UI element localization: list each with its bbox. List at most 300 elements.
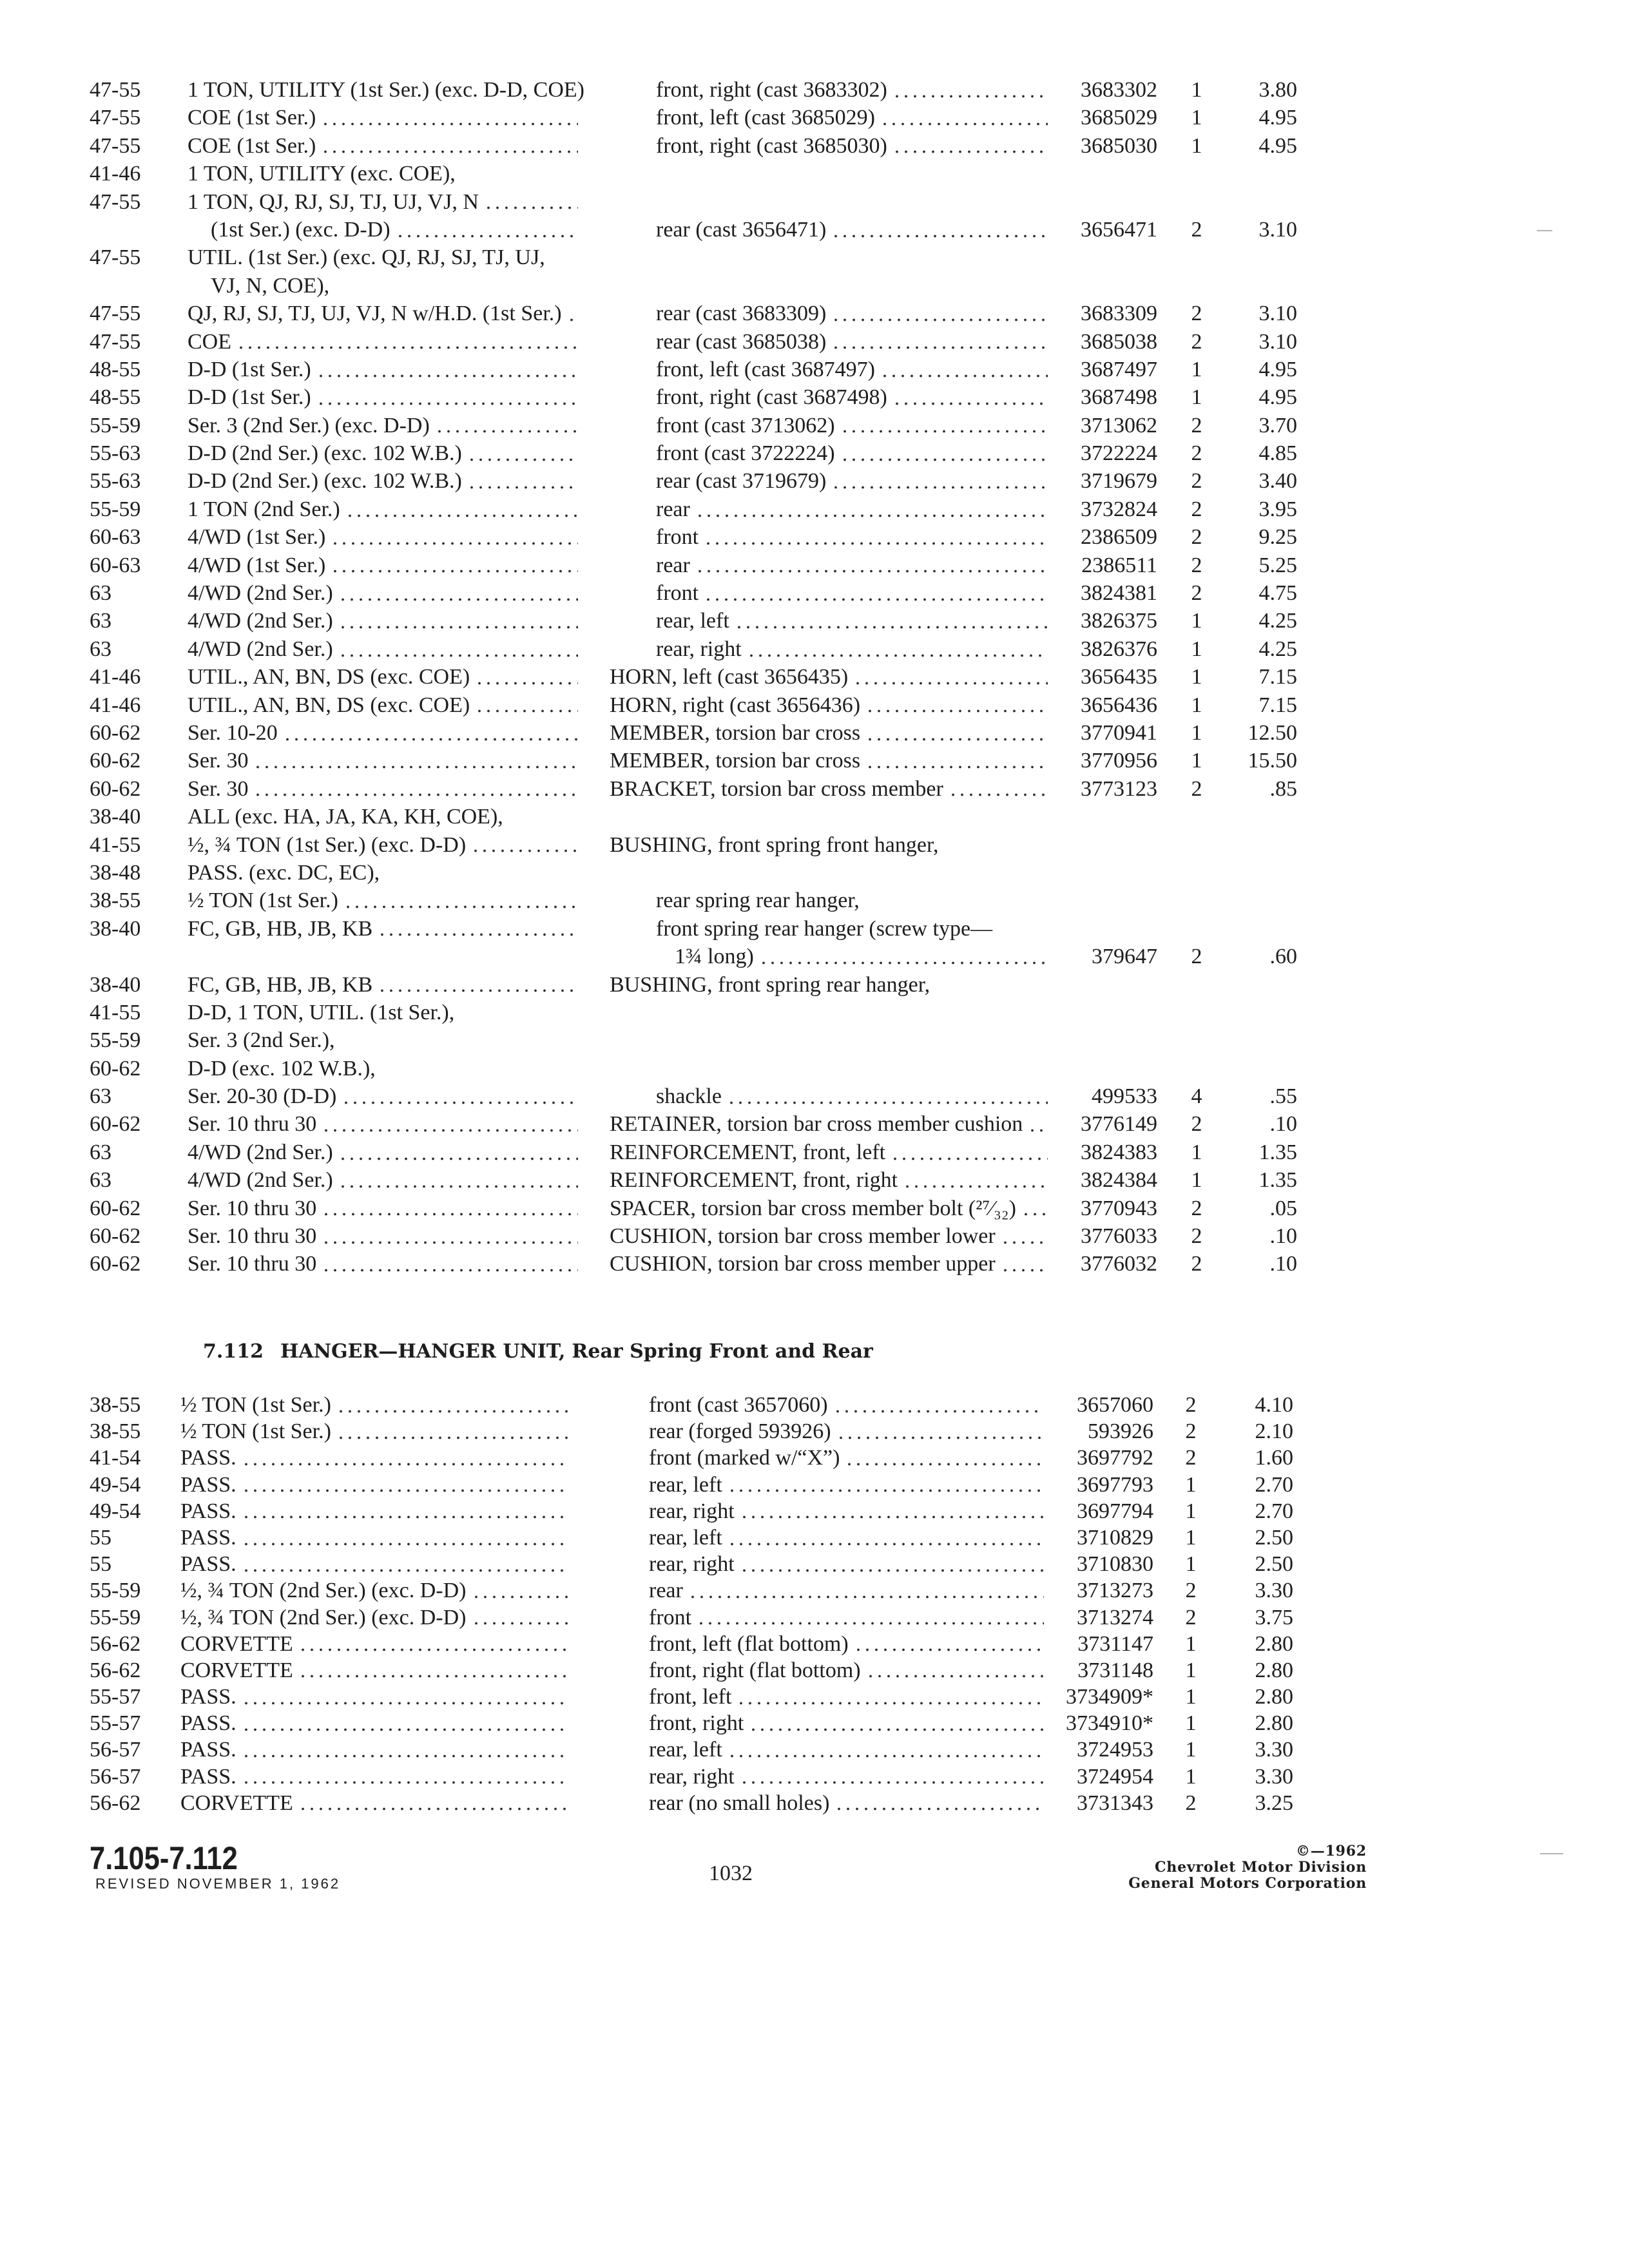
part-description [649,1418,1044,1445]
quantity: 2 [1185,1579,1197,1603]
model-application [211,216,578,244]
part-description-text: front [656,525,699,550]
quantity: 1 [1185,1738,1197,1762]
part-description-text: front, right [649,1711,744,1736]
part-number: 3710830 [1077,1552,1153,1577]
parts-row [0,747,1629,774]
model-years: 56-62 [90,1658,141,1682]
model-years: 63 [90,1140,111,1164]
list-price: .10 [1269,1112,1297,1137]
model-years: 60-62 [90,1112,141,1137]
leader-dots [704,579,1048,607]
leader-dots [737,1684,1044,1710]
quantity: 2 [1191,1224,1202,1249]
model-years: 49-54 [90,1499,141,1523]
leader-dots [853,663,1048,691]
model-years: 60-63 [90,553,141,577]
quantity: 1 [1191,385,1202,410]
part-number: 3656435 [1081,665,1157,689]
model-application-text: 4/WD (2nd Ser.) [188,1140,333,1164]
part-number: 3824383 [1081,1140,1157,1164]
part-description [649,1551,1044,1577]
part-number: 3687497 [1081,357,1157,381]
model-application-text: Ser. 3 (2nd Ser.) (exc. D-D) [188,413,430,437]
part-description [649,1604,1044,1631]
part-description [656,104,1048,131]
model-application-text: PASS. [180,1764,236,1789]
model-application-text: COE (1st Ser.) [188,133,316,158]
parts-row [0,1790,1629,1816]
leader-dots [740,1551,1044,1577]
part-number: 499533 [1092,1084,1157,1109]
leader-dots [1021,1195,1048,1222]
model-years: 60-62 [90,776,141,801]
quantity: 2 [1191,776,1202,801]
leader-dots [472,1604,570,1631]
model-years: 47-55 [90,302,141,326]
model-years: 63 [90,1168,111,1193]
part-description-text: front (cast 3722224) [656,441,835,466]
quantity: 2 [1191,1196,1202,1220]
part-description [656,607,1048,635]
model-years: 60-62 [90,1196,141,1220]
list-price: 4.95 [1258,357,1297,381]
parts-row [0,1082,1629,1110]
model-years: 55-57 [90,1711,141,1736]
model-application-text: 4/WD (1st Ser.) [188,553,326,577]
part-number: 3770941 [1081,720,1157,745]
part-description [610,663,1048,691]
page-number: 1032 [709,1861,753,1885]
model-application [188,328,578,356]
leader-dots [475,663,578,691]
list-price: 3.80 [1258,78,1297,102]
leader-dots [759,943,1048,970]
parts-row [0,1026,1629,1054]
model-application-text: D-D (exc. 102 W.B.), [188,1056,376,1081]
quantity: 1 [1191,665,1202,689]
model-application-text: (1st Ser.) (exc. D-D) [211,217,390,242]
quantity: 2 [1191,525,1202,550]
part-description [656,132,1048,160]
part-description-text: rear, left [649,1472,722,1497]
model-application-text: FC, GB, HB, JB, KB [188,916,373,941]
leader-dots [467,467,578,495]
part-description-text: front, left (cast 3687497) [656,357,875,381]
part-description-text: front, left [649,1685,732,1709]
part-description-text: SPACER, torsion bar cross member bolt (²⁷⁄₃₂) [610,1196,1016,1220]
leader-dots [236,328,578,356]
model-years: 55-63 [90,469,141,494]
part-description-text: rear [649,1579,683,1603]
model-years: 41-55 [90,1000,141,1024]
parts-row [0,775,1629,803]
model-application-text: Ser. 10-20 [188,720,278,745]
part-number: 593926 [1088,1419,1153,1444]
leader-dots [322,1110,578,1138]
quantity: 1 [1185,1525,1197,1550]
part-description [656,216,1048,244]
leader-dots [242,1736,570,1763]
parts-row [0,523,1629,551]
leader-dots [472,1577,570,1604]
part-number: 3731147 [1077,1631,1153,1656]
leader-dots [242,1472,570,1498]
model-application-text: D-D (2nd Ser.) (exc. 102 W.B.) [188,441,462,466]
model-years: 60-62 [90,1056,141,1081]
part-number: 3683309 [1081,302,1157,326]
part-description [610,1222,1048,1250]
quantity: 2 [1191,581,1202,606]
part-description [610,1250,1048,1278]
parts-row [0,1195,1629,1222]
list-price: 4.95 [1258,133,1297,158]
model-application-text: PASS. [180,1446,236,1470]
part-number: 3719679 [1081,469,1157,494]
part-description [656,383,1048,411]
part-description-text: REINFORCEMENT, front, left [610,1140,886,1164]
list-price: 9.25 [1258,525,1297,550]
list-price: 2.80 [1255,1658,1293,1682]
model-years: 56-57 [90,1738,141,1762]
quantity: 2 [1185,1446,1197,1470]
part-number: 3770956 [1081,749,1157,773]
quantity: 2 [1191,441,1202,466]
model-years: 38-48 [90,860,141,885]
quantity: 2 [1191,302,1202,326]
list-price: 4.95 [1258,385,1297,410]
model-application-text: PASS. [180,1472,236,1497]
list-price: 3.95 [1258,497,1297,521]
quantity: 1 [1191,720,1202,745]
parts-row [0,328,1629,356]
model-application-text: Ser. 10 thru 30 [188,1252,317,1276]
leader-dots [949,775,1048,803]
model-application [188,1195,578,1222]
quantity: 2 [1191,329,1202,354]
part-description-text: CUSHION, torsion bar cross member upper [610,1252,996,1276]
leader-dots [695,552,1048,579]
publisher-corporation: General Motors Corporation [1128,1875,1367,1892]
part-description [649,1631,1044,1657]
part-description [610,747,1048,774]
model-application-text: PASS. [180,1552,236,1577]
model-years: 60-62 [90,1252,141,1276]
list-price: 3.10 [1258,217,1297,242]
part-description [649,1445,1044,1471]
model-application [188,300,578,327]
leader-dots [471,831,578,859]
parts-row [0,719,1629,747]
model-application [188,775,578,803]
parts-row [0,1524,1629,1551]
part-description-text: MEMBER, torsion bar cross [610,720,861,745]
model-application-text: D-D (1st Ser.) [188,357,311,381]
part-description [610,1139,1048,1166]
model-application-text: D-D (2nd Ser.) (exc. 102 W.B.) [188,469,462,494]
part-description [656,76,1048,104]
part-number: 3656471 [1081,217,1157,242]
model-application-text: Ser. 10 thru 30 [188,1196,317,1220]
part-number: 3776033 [1081,1224,1157,1249]
part-number: 3826376 [1081,637,1157,661]
parts-row [0,1763,1629,1790]
part-number: 3656436 [1081,693,1157,717]
part-description [649,1736,1044,1763]
model-application-text: 4/WD (2nd Ser.) [188,637,333,661]
model-years: 56-57 [90,1764,141,1789]
part-description-text: front, right (cast 3683302) [656,78,887,102]
parts-row [0,831,1629,859]
quantity: 1 [1185,1472,1197,1497]
part-description-text: front (marked w/“X”) [649,1446,840,1470]
parts-row [0,1250,1629,1278]
parts-row [0,1139,1629,1166]
model-years: 56-62 [90,1791,141,1815]
parts-row [0,1631,1629,1657]
model-years: 41-54 [90,1446,141,1470]
parts-row [0,887,1629,914]
quantity: 1 [1185,1764,1197,1789]
list-price: 3.70 [1258,413,1297,437]
model-application [180,1498,570,1524]
model-application [188,523,578,551]
leader-dots [298,1790,570,1816]
part-number: 3773123 [1081,776,1157,801]
model-application [188,859,578,887]
parts-row [0,467,1629,495]
parts-row [0,104,1629,131]
model-application-text: CORVETTE [180,1791,293,1815]
list-price: 2.80 [1255,1685,1293,1709]
model-years: 41-46 [90,665,141,689]
part-description-text: front (cast 3657060) [649,1393,828,1417]
part-description-text: BRACKET, torsion bar cross member [610,776,943,801]
part-description-text: rear [656,497,690,521]
model-application-text: PASS. (exc. DC, EC), [188,860,380,885]
part-number: 3731148 [1077,1658,1153,1682]
model-years: 38-55 [90,889,141,913]
model-application-text: CORVETTE [180,1658,293,1682]
quantity: 1 [1191,693,1202,717]
part-number: 3685030 [1081,133,1157,158]
quantity: 1 [1191,1168,1202,1193]
part-description [656,300,1048,327]
leader-dots [833,1392,1044,1418]
list-price: .05 [1269,1196,1297,1220]
part-description-text: front, left (flat bottom) [649,1631,849,1656]
model-application [188,244,578,271]
part-description-text: front, right (flat bottom) [649,1658,861,1682]
part-number: 3713273 [1077,1579,1153,1603]
leader-dots [567,300,578,327]
part-description-text: MEMBER, torsion bar cross [610,749,861,773]
quantity: 2 [1191,945,1202,969]
model-years: 38-40 [90,972,141,997]
leader-dots [345,495,578,523]
model-years: 60-63 [90,525,141,550]
leader-dots [283,719,578,747]
parts-row [0,943,1629,970]
part-description [656,356,1048,383]
model-application [180,1551,570,1577]
model-application [188,1139,578,1166]
quantity: 1 [1191,749,1202,773]
model-years: 47-55 [90,189,141,214]
list-price: 5.25 [1258,553,1297,577]
leader-dots [242,1498,570,1524]
model-application-text: 4/WD (2nd Ser.) [188,609,333,633]
list-price: 7.15 [1258,693,1297,717]
model-application [188,1026,578,1054]
model-application-text: PASS. [180,1525,236,1550]
leader-dots [321,104,578,131]
parts-row [0,915,1629,943]
list-price: 4.75 [1258,581,1297,606]
leader-dots [854,1631,1044,1657]
model-application [188,999,578,1026]
quantity: 1 [1185,1685,1197,1709]
part-description-text: front spring rear hanger (screw type— [656,916,993,941]
leader-dots [836,1418,1044,1445]
model-years: 48-55 [90,357,141,381]
leader-dots [880,104,1048,131]
model-application-text: COE (1st Ser.) [188,106,316,130]
leader-dots [242,1710,570,1736]
model-application [188,691,578,719]
model-application-text: 1 TON (2nd Ser.) [188,497,340,521]
leader-dots [336,1418,570,1445]
part-description-text: BUSHING, front spring rear hanger, [610,972,930,997]
quantity: 1 [1185,1552,1197,1577]
model-years: 38-55 [90,1419,141,1444]
parts-row [0,971,1629,999]
leader-dots [331,523,578,551]
model-years: 41-46 [90,693,141,717]
part-description-text: rear, right [649,1764,735,1789]
parts-row [0,412,1629,439]
part-number: 3724953 [1077,1738,1153,1762]
leader-dots [728,1524,1044,1551]
part-description [675,943,1048,970]
parts-row [0,1604,1629,1631]
parts-row [0,188,1629,216]
part-description-text: rear (cast 3656471) [656,217,827,242]
part-description-text: rear, left [649,1525,722,1550]
leader-dots [840,412,1048,439]
part-number: 3685038 [1081,329,1157,354]
model-years: 55-63 [90,441,141,466]
quantity: 1 [1191,609,1202,633]
leader-dots [728,1736,1044,1763]
model-years: 56-62 [90,1631,141,1656]
part-number: 3722224 [1081,441,1157,466]
list-price: 1.35 [1258,1168,1297,1193]
model-application [180,1790,570,1816]
part-number: 379647 [1092,945,1157,969]
part-number: 3824381 [1081,581,1157,606]
quantity: 1 [1191,106,1202,130]
model-years: 41-46 [90,162,141,186]
part-description [649,1790,1044,1816]
part-description-text: front (cast 3713062) [656,413,835,437]
list-price: 3.10 [1258,302,1297,326]
model-years: 47-55 [90,106,141,130]
model-application [188,719,578,747]
model-application-text: ½ TON (1st Ser.) [180,1393,331,1417]
leader-dots [336,1392,570,1418]
list-price: .10 [1269,1224,1297,1249]
copyright-notice: ©—1962 [1295,1843,1367,1860]
quantity: 1 [1191,357,1202,381]
part-description-text: rear (forged 593926) [649,1419,831,1444]
quantity: 2 [1191,1112,1202,1137]
part-description-text: front [649,1605,692,1629]
leader-dots [727,1082,1048,1110]
list-price: 2.80 [1255,1631,1293,1656]
model-application-text: Ser. 10 thru 30 [188,1112,317,1137]
part-description-text: rear [656,553,690,577]
leader-dots [338,1139,578,1166]
model-application-text: VJ, N, COE), [211,273,330,298]
list-price: .55 [1269,1084,1297,1109]
part-description [649,1472,1044,1498]
part-description [649,1577,1044,1604]
quantity: 2 [1191,413,1202,437]
list-price: 2.50 [1255,1525,1293,1550]
parts-row [0,132,1629,160]
model-application [188,495,578,523]
model-application-text: ½ TON (1st Ser.) [180,1419,331,1444]
model-years: 55 [90,1552,111,1577]
model-application [180,1418,570,1445]
model-application-text: UTIL., AN, BN, DS (exc. COE) [188,665,470,689]
model-application-text: Ser. 3 (2nd Ser.), [188,1028,335,1053]
leader-dots [1001,1250,1048,1278]
leader-dots [475,691,578,719]
part-description [610,1195,1048,1222]
footer-publisher [1128,1843,1367,1892]
model-years: 55-59 [90,1605,141,1629]
parts-row [0,244,1629,271]
part-number: 3697793 [1077,1472,1153,1497]
model-years: 55-59 [90,497,141,521]
part-number: 3770943 [1081,1196,1157,1220]
model-application-text: 1 TON, UTILITY (exc. COE), [188,162,456,186]
model-application-text: 4/WD (2nd Ser.) [188,1168,333,1193]
leader-dots [892,132,1048,160]
leader-dots [322,1222,578,1250]
model-application-text: Ser. 30 [188,749,249,773]
model-application-text: Ser. 20-30 (D-D) [188,1084,337,1109]
parts-row [0,160,1629,187]
model-years: 63 [90,637,111,661]
part-description [649,1684,1044,1710]
quantity: 2 [1185,1605,1197,1629]
part-number: 3657060 [1077,1393,1153,1417]
model-application [180,1472,570,1498]
part-description [649,1763,1044,1790]
quantity: 1 [1185,1711,1197,1736]
list-price: .85 [1269,776,1297,801]
leader-dots [242,1551,570,1577]
model-years: 47-55 [90,329,141,354]
model-application [211,272,578,300]
part-description-text: front [656,581,699,606]
model-years: 48-55 [90,385,141,410]
model-application-text: UTIL., AN, BN, DS (exc. COE) [188,693,470,717]
model-years: 60-62 [90,749,141,773]
